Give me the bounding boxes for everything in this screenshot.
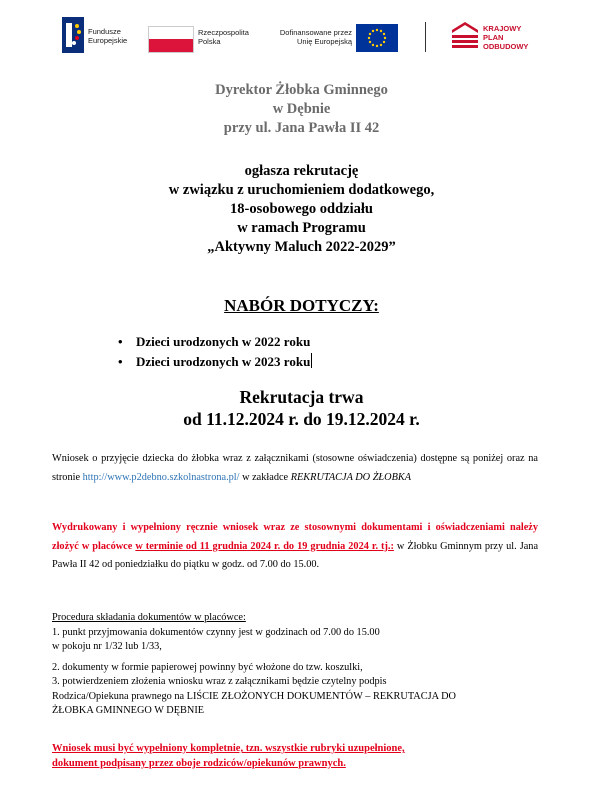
completeness-warning [52,741,552,771]
procedure-item-1: 1. punkt przyjmowania dokumentów czynny jest w godzinach od 7.00 do 15.00 [52,626,380,638]
announce-line-2: w związku z uruchomieniem dodatkowego, [168,182,435,198]
polish-flag-icon [148,26,194,53]
recruitment-period [0,386,603,430]
kpo-logo-text: KRAJOWY PLAN ODBUDOWY [483,24,529,51]
logo-divider [425,22,426,52]
announce-line-4: w ramach Programu [237,220,366,236]
announcement [0,162,603,257]
procedure-item-1-cont: w pokoju nr 1/32 lub 1/33, [52,641,162,652]
procedure-item-3-end: ŻŁOBKA GMINNEGO W DĘBNIE [52,705,205,716]
kpo-logo-icon [452,22,478,50]
announce-line-5: „Aktywny Maluch 2022-2029” [207,239,396,255]
recruitment-dates: od 11.12.2024 r. do 19.12.2024 r. [183,409,420,429]
recruitment-line-1: Rekrutacja trwa [239,387,364,407]
website-link[interactable]: http://www.p2debno.szkolnastrona.pl/ [82,471,240,483]
submission-paragraph: Wydrukowany i wypełniony ręcznie wniosek wraz ze stosownymi dokumentami i oświadczeniami należy złożyć w placówce w terminie od 11 grudnia 2024 r. do 19 grudnia 2024 r. tj.: w Żłobku Gminnym przy ul. Jana Pawła II 42 od poniedziałku do piątku w godz. od 7.00 do 15.00. [52,522,539,570]
announce-line-3: 18-osobowego oddziału [229,201,373,217]
procedure-title: Procedura składania dokumentów w placówce: [52,612,246,623]
eu-flag-icon [356,24,398,52]
ue-logo-text: Dofinansowane przez Unię Europejską [279,28,352,46]
procedure-item-2: 2. dokumenty w formie papierowej powinny być włożone do tzw. koszulki, [52,661,363,673]
director-header [0,81,603,138]
warning-line-2: dokument podpisany przez oboje rodziców/opiekunów prawnych. [52,758,346,769]
logo-bar [0,0,603,70]
header-line-2: w Dębnie [272,101,331,117]
rp-logo-text: Rzeczpospolita Polska [198,28,249,46]
procedure-item-3-cont: Rodzica/Opiekuna prawnego na LIŚCIE ZŁOŻONYCH DOKUMENTÓW – REKRUTACJA DO [52,690,456,702]
procedure-section [52,611,552,719]
nabor-title: NABÓR DOTYCZY: [224,296,379,315]
warning-line-1: Wniosek musi być wypełniony kompletnie, tzn. wszystkie rubryki uzupełnione, [52,743,405,754]
list-item: • Dzieci urodzonych w 2022 roku [118,334,311,349]
header-line-3: przy ul. Jana Pawła II 42 [223,120,380,136]
announce-line-1: ogłasza rekrutację [244,163,359,179]
nabor-list [118,332,312,372]
header-line-1: Dyrektor Żłobka Gminnego [215,82,388,98]
application-info-paragraph: Wniosek o przyjęcie dziecka do żłobka wraz z załącznikami (stosowne oświadczenia) dostępne są poniżej oraz na stronie http://www.p2debno.szkolnastrona.pl/ w zakładce REKRUTACJA DO ŻŁOBKA [52,453,538,483]
list-item: • Dzieci urodzonych w 2023 roku [118,354,311,369]
fundusze-europejskie-logo-icon [62,17,84,53]
fe-logo-text: Fundusze Europejskie [88,27,128,45]
procedure-item-3: 3. potwierdzeniem złożenia wniosku wraz z załącznikami będzie czytelny podpis [52,676,387,687]
